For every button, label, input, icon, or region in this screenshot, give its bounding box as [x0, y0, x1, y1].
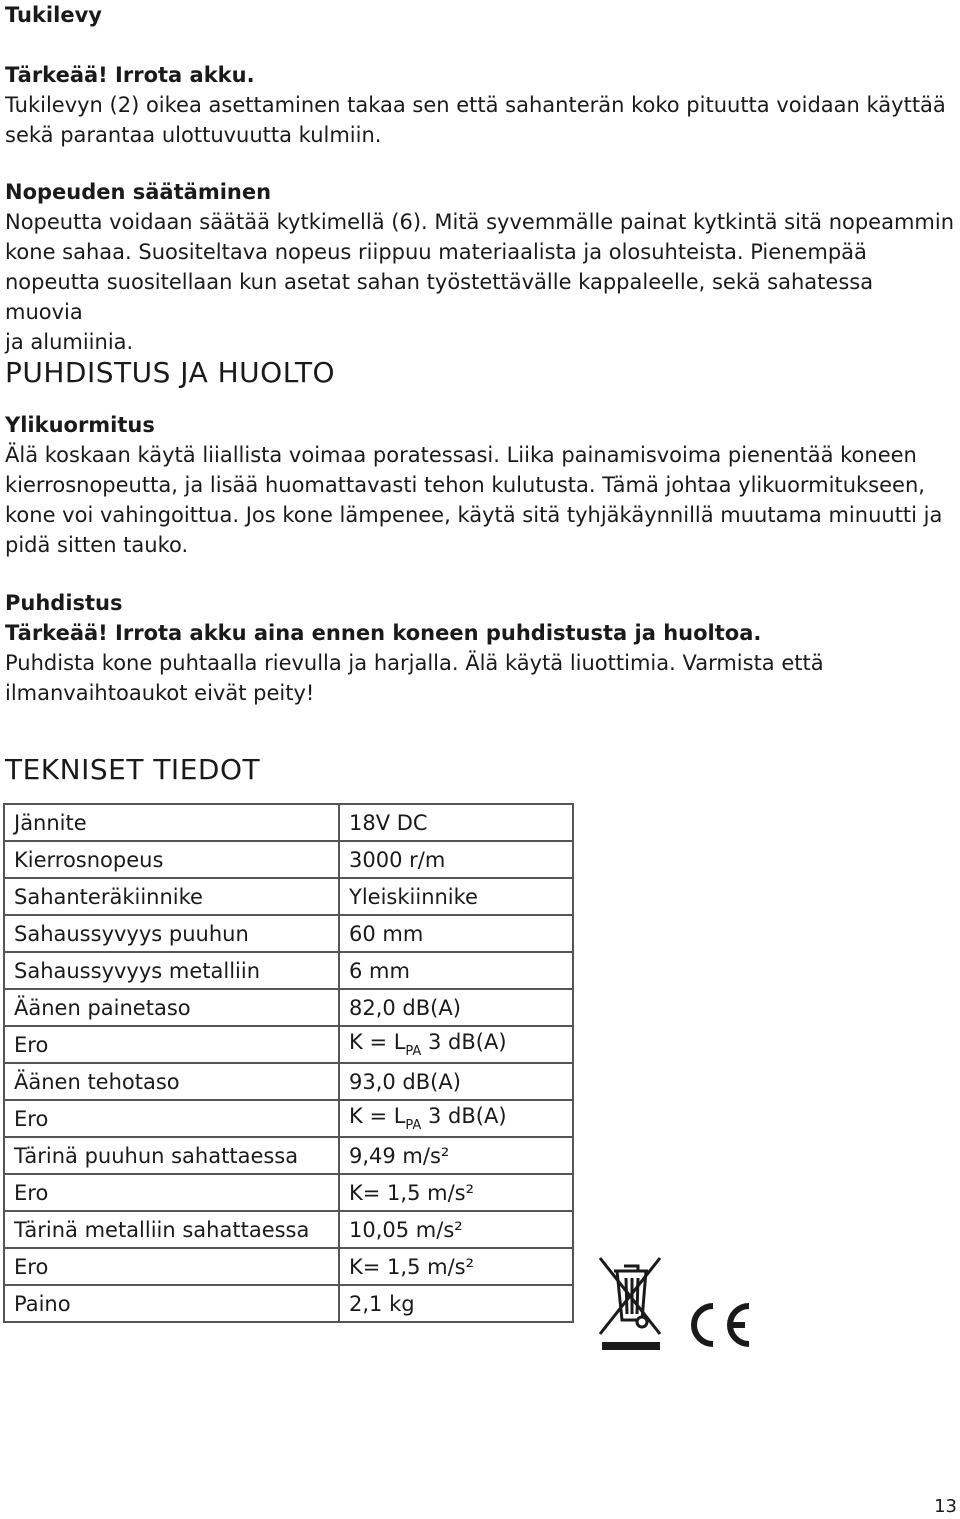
- table-row: [4, 1100, 573, 1137]
- table-row: [4, 1248, 573, 1285]
- value-subscript: PA: [405, 1044, 422, 1059]
- paragraph-line: ja alumiinia.: [5, 330, 134, 354]
- spec-label: Ero: [4, 1174, 339, 1211]
- spec-value: 18V DC: [339, 804, 573, 841]
- section-tukilevy: [5, 60, 946, 150]
- spec-label: Äänen tehotaso: [4, 1063, 339, 1100]
- spec-label: Jännite: [4, 804, 339, 841]
- section-title-tukilevy: Tukilevy: [5, 3, 102, 27]
- paragraph-line: kone sahaa. Suositeltava nopeus riippuu materiaalista ja olosuhteista. Pienempää: [5, 240, 867, 264]
- table-row: [4, 804, 573, 841]
- spec-value: Yleiskiinnike: [339, 878, 573, 915]
- subheading: Nopeuden säätäminen: [5, 180, 272, 204]
- paragraph-line: Älä koskaan käytä liiallista voimaa poratessasi. Liika painamisvoima pienentää koneen: [5, 443, 917, 467]
- spec-label: Tärinä puuhun sahattaessa: [4, 1137, 339, 1174]
- table-row: [4, 841, 573, 878]
- spec-value: 3000 r/m: [339, 841, 573, 878]
- paragraph-line: Nopeutta voidaan säätää kytkimellä (6). Mitä syvemmälle painat kytkintä sitä nopeammin: [5, 210, 955, 234]
- table-row: [4, 1174, 573, 1211]
- section-nopeuden-saataminen: [5, 177, 955, 357]
- value-prefix: K = L: [349, 1030, 406, 1054]
- ce-mark-icon: [683, 1300, 753, 1350]
- paragraph-line: kierrosnopeutta, ja lisää huomattavasti tehon kulutusta. Tämä johtaa ylikuormitukseen,: [5, 473, 925, 497]
- spec-label: Paino: [4, 1285, 339, 1322]
- table-row: [4, 878, 573, 915]
- subheading: Ylikuormitus: [5, 413, 155, 437]
- table-row: [4, 1285, 573, 1322]
- spec-value: 6 mm: [339, 952, 573, 989]
- spec-table: [3, 803, 574, 1323]
- spec-value: 60 mm: [339, 915, 573, 952]
- page-number: 13: [934, 1496, 957, 1517]
- table-row: [4, 989, 573, 1026]
- spec-label: Ero: [4, 1100, 339, 1137]
- spec-label: Sahanteräkiinnike: [4, 878, 339, 915]
- spec-value: 2,1 kg: [339, 1285, 573, 1322]
- spec-value: [339, 1100, 573, 1137]
- table-row: [4, 1063, 573, 1100]
- heading-puhdistus-ja-huolto: PUHDISTUS JA HUOLTO: [5, 356, 336, 389]
- table-row: [4, 1026, 573, 1063]
- table-row: [4, 915, 573, 952]
- spec-label: Tärinä metalliin sahattaessa: [4, 1211, 339, 1248]
- spec-label: Äänen painetaso: [4, 989, 339, 1026]
- section-ylikuormitus: [5, 410, 942, 560]
- spec-value: 93,0 dB(A): [339, 1063, 573, 1100]
- value-suffix: 3 dB(A): [421, 1104, 507, 1128]
- value-prefix: K = L: [349, 1104, 406, 1128]
- spec-value: K= 1,5 m/s²: [339, 1174, 573, 1211]
- paragraph-line: ilmanvaihtoaukot eivät peity!: [5, 681, 315, 705]
- paragraph-line: Puhdista kone puhtaalla rievulla ja harjalla. Älä käytä liuottimia. Varmista että: [5, 651, 824, 675]
- spec-value: 82,0 dB(A): [339, 989, 573, 1026]
- subheading: Puhdistus: [5, 591, 123, 615]
- spec-label: Ero: [4, 1026, 339, 1063]
- spec-label: Sahaussyvyys metalliin: [4, 952, 339, 989]
- warning-line: Tärkeää! Irrota akku aina ennen koneen puhdistusta ja huoltoa.: [5, 621, 762, 645]
- section-puhdistus: [5, 588, 824, 708]
- paragraph-line: Tukilevyn (2) oikea asettaminen takaa sen että sahanterän koko pituutta voidaan käyttää: [5, 93, 946, 117]
- value-suffix: 3 dB(A): [421, 1030, 507, 1054]
- spec-label: Sahaussyvyys puuhun: [4, 915, 339, 952]
- spec-value: 10,05 m/s²: [339, 1211, 573, 1248]
- heading-tekniset-tiedot: TEKNISET TIEDOT: [5, 753, 261, 786]
- paragraph-line: nopeutta suositellaan kun asetat sahan työstettävälle kappaleelle, sekä sahatessa muovia: [5, 270, 874, 324]
- paragraph-line: sekä parantaa ulottuvuutta kulmiin.: [5, 123, 382, 147]
- warning-line: Tärkeää! Irrota akku.: [5, 63, 255, 87]
- spec-value: K= 1,5 m/s²: [339, 1248, 573, 1285]
- spec-label: Kierrosnopeus: [4, 841, 339, 878]
- table-row: [4, 1137, 573, 1174]
- table-row: [4, 952, 573, 989]
- spec-label: Ero: [4, 1248, 339, 1285]
- paragraph-line: kone voi vahingoittua. Jos kone lämpenee, käytä sitä tyhjäkäynnillä muutama minuutti ja: [5, 503, 943, 527]
- weee-crossed-bin-icon: [596, 1254, 666, 1354]
- spec-value: 9,49 m/s²: [339, 1137, 573, 1174]
- table-row: [4, 1211, 573, 1248]
- value-subscript: PA: [405, 1118, 422, 1133]
- spec-value: [339, 1026, 573, 1063]
- paragraph-line: pidä sitten tauko.: [5, 533, 189, 557]
